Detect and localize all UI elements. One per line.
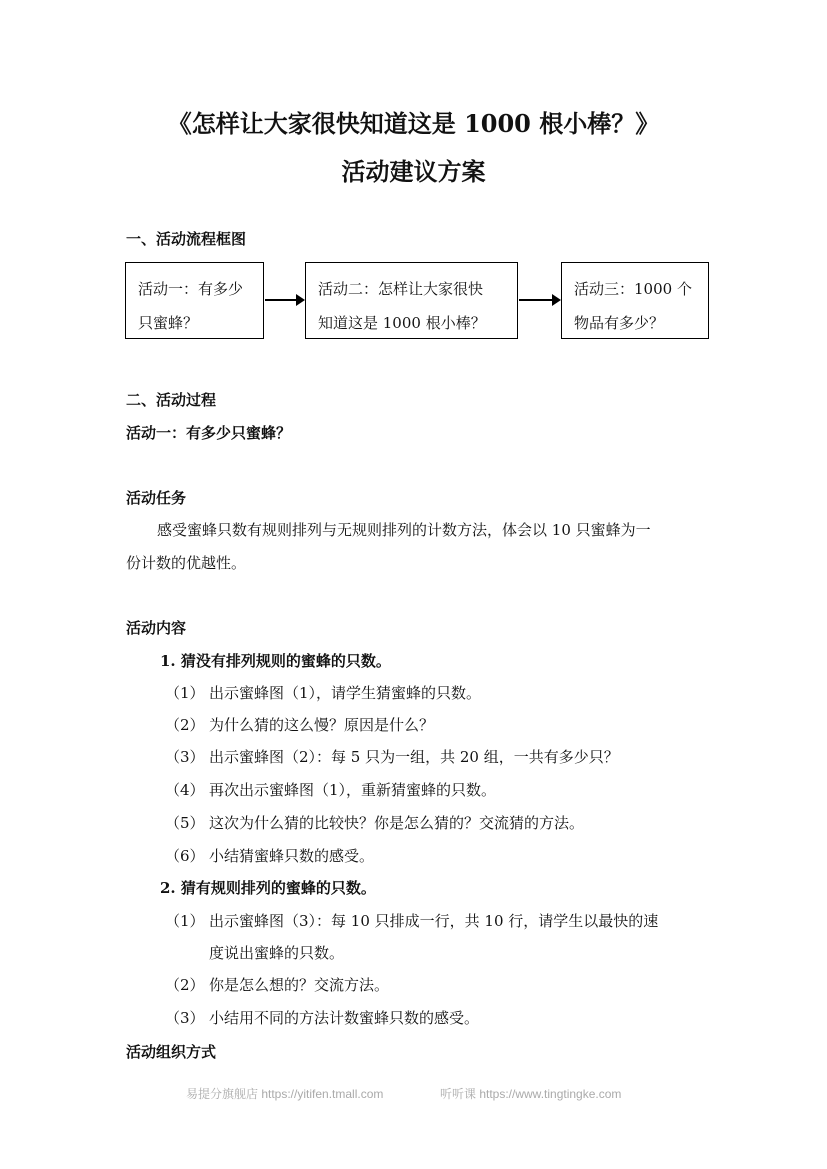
list-item-text: 出示蜜蜂图（1），请学生猜蜜蜂的只数。 xyxy=(209,684,482,702)
part-1-title: 1. 猜没有排列规则的蜜蜂的只数。 xyxy=(160,652,391,670)
list-item xyxy=(165,845,374,866)
list-item-text: 为什么猜的这么慢？原因是什么？ xyxy=(209,716,435,734)
task-heading: 活动任务 xyxy=(126,489,187,507)
arrow-right-icon xyxy=(265,299,303,301)
arrow-right-icon xyxy=(519,299,559,301)
document-subtitle: 活动建议方案 xyxy=(341,157,486,186)
section-heading-flowchart: 一、活动流程框图 xyxy=(126,230,247,248)
part-2-title: 2. 猜有规则排列的蜜蜂的只数。 xyxy=(160,879,376,897)
list-item-text: 小结猜蜜蜂只数的感受。 xyxy=(209,847,375,865)
activity-1-title: 活动一：有多少只蜜蜂？ xyxy=(126,424,292,442)
footer-site-link[interactable]: 听听课 https://www.tingtingke.com xyxy=(440,1087,622,1101)
flow-box-1-line2: 只蜜蜂？ xyxy=(138,314,199,332)
list-item-number: （4） xyxy=(165,781,205,799)
list-item-text: 出示蜜蜂图（3）：每 10 只排成一行，共 10 行，请学生以最快的速 xyxy=(209,912,659,930)
list-item-number: （6） xyxy=(165,847,205,865)
list-item-number: （2） xyxy=(165,976,205,994)
list-item-number: （2） xyxy=(165,716,205,734)
list-item xyxy=(165,682,481,703)
list-item xyxy=(165,1007,479,1028)
list-item-text: 这次为什么猜的比较快？你是怎么猜的？交流猜的方法。 xyxy=(209,814,585,832)
section-heading-process: 二、活动过程 xyxy=(126,391,217,409)
list-item-text: 出示蜜蜂图（2）：每 5 只为一组，共 20 组，一共有多少只？ xyxy=(209,748,619,766)
content-heading: 活动内容 xyxy=(126,619,187,637)
organization-heading: 活动组织方式 xyxy=(126,1043,217,1061)
list-item-number: （5） xyxy=(165,814,205,832)
flow-box-1-line1: 活动一：有多少 xyxy=(138,280,244,298)
list-item xyxy=(165,942,344,963)
list-item xyxy=(165,714,434,735)
flow-box-3-line2: 物品有多少？ xyxy=(574,314,665,332)
list-item-number: （1） xyxy=(165,912,205,930)
flow-box-3-line1: 活动三：1000 个 xyxy=(574,280,692,298)
flow-box-activity-3 xyxy=(561,262,709,339)
list-item-number: （1） xyxy=(165,684,205,702)
flow-box-2-line1: 活动二：怎样让大家很快 xyxy=(318,280,484,298)
list-item xyxy=(165,974,389,995)
list-item-text: 你是怎么想的？交流方法。 xyxy=(209,976,390,994)
flow-box-2-line2: 知道这是 1000 根小棒？ xyxy=(318,314,486,332)
document-title: 《怎样让大家很快知道这是 1000 根小棒？》 xyxy=(167,109,660,138)
list-item xyxy=(165,812,584,833)
footer-shop-link[interactable]: 易提分旗舰店 https://yitifen.tmall.com xyxy=(186,1087,384,1101)
task-text-line2: 份计数的优越性。 xyxy=(126,554,247,572)
list-item-text: 小结用不同的方法计数蜜蜂只数的感受。 xyxy=(209,1009,480,1027)
list-item xyxy=(165,779,496,800)
list-item-text: 度说出蜜蜂的只数。 xyxy=(209,944,345,962)
list-item-number: （3） xyxy=(165,748,205,766)
task-text-line1: 感受蜜蜂只数有规则排列与无规则排列的计数方法，体会以 10 只蜜蜂为一 xyxy=(157,521,651,539)
flow-box-activity-2 xyxy=(305,262,518,339)
list-item-text: 再次出示蜜蜂图（1），重新猜蜜蜂的只数。 xyxy=(209,781,497,799)
list-item xyxy=(165,910,658,931)
list-item xyxy=(165,746,619,767)
flow-box-activity-1 xyxy=(125,262,264,339)
list-item-number: （3） xyxy=(165,1009,205,1027)
